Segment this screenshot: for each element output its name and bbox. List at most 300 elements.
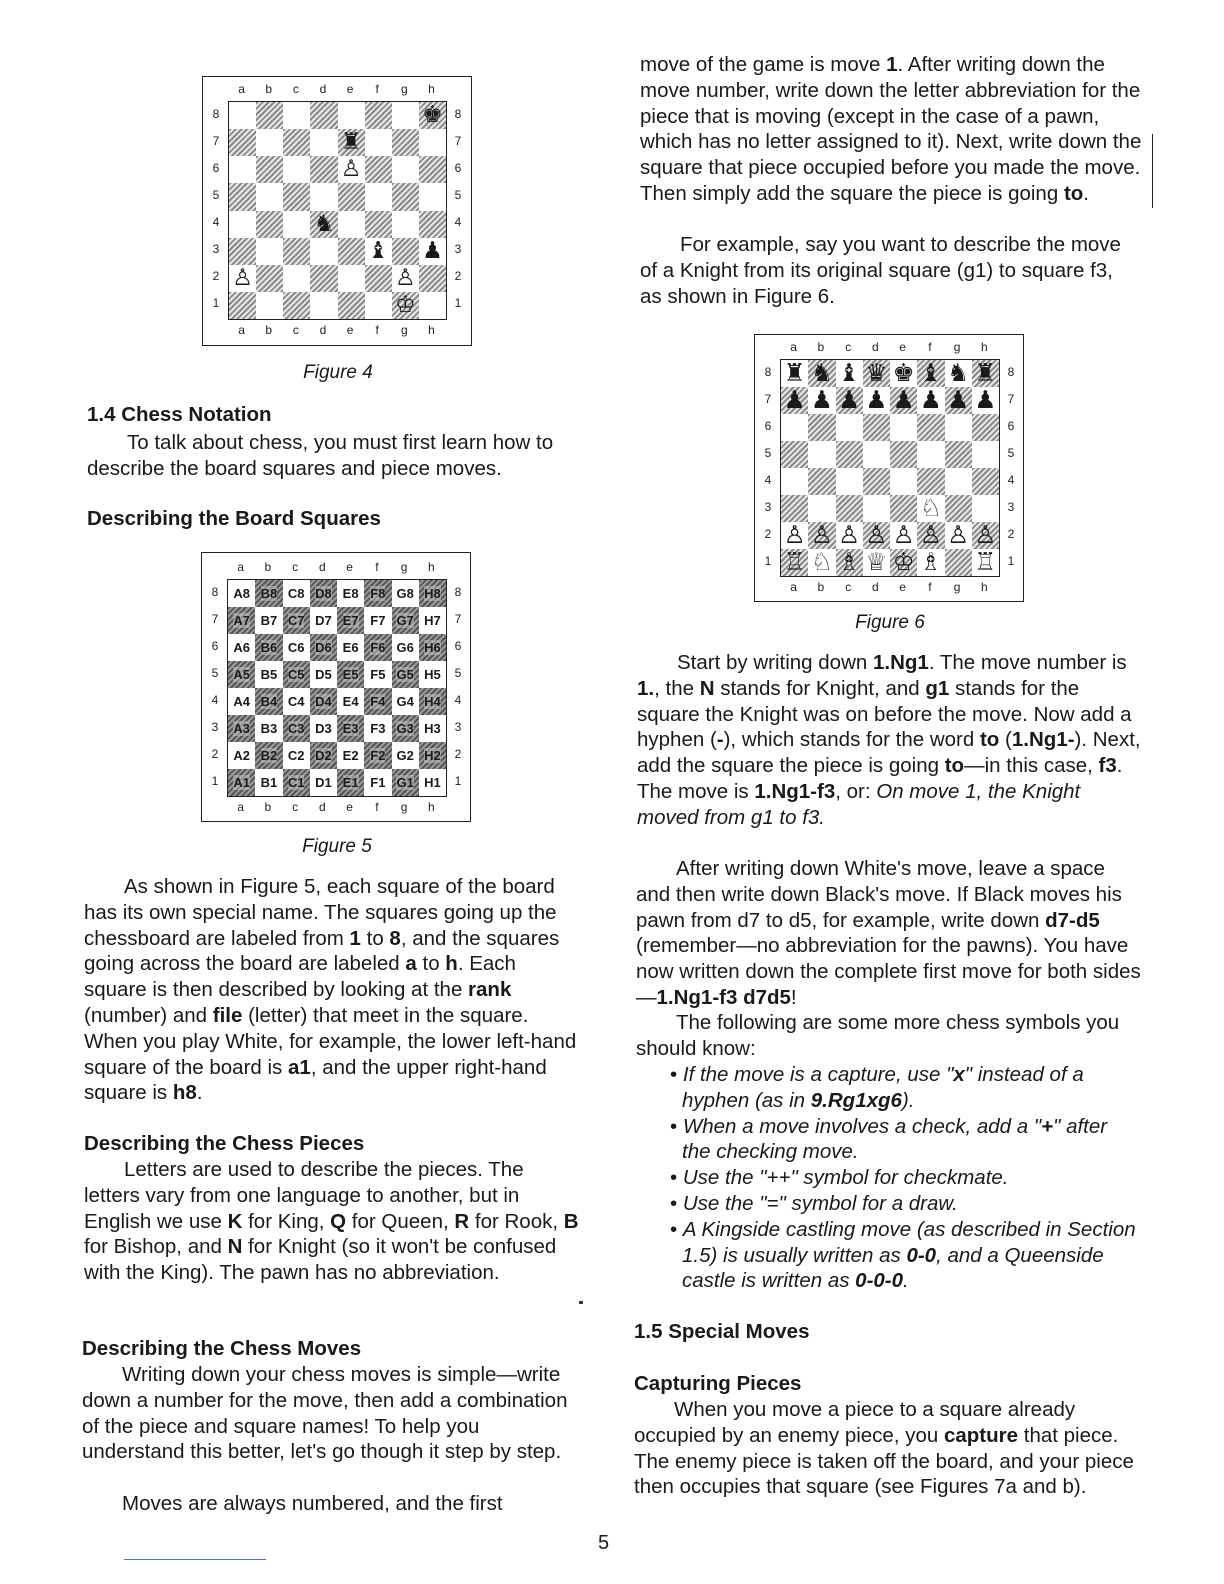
chess-piece: ♖ (783, 549, 806, 576)
square-name: A5 (233, 667, 250, 682)
square-name: A7 (233, 613, 250, 628)
square-name: C6 (287, 640, 305, 655)
board-square-g8 (945, 360, 972, 387)
square-name: A3 (233, 721, 250, 736)
board-square-d1 (310, 769, 337, 796)
square-name: F7 (370, 613, 386, 628)
square-name: E2 (342, 748, 359, 763)
board-square-e6 (890, 414, 917, 441)
board-square-d4 (310, 211, 337, 238)
square-name: E8 (342, 586, 359, 601)
emphasis: g1 (925, 676, 950, 700)
chess-piece: ♙ (892, 522, 915, 549)
chess-piece: ♕ (865, 549, 888, 576)
emphasis: to (979, 728, 1000, 752)
file-label-h: h (428, 800, 435, 814)
board-square-c6 (836, 414, 863, 441)
board-square-f2 (364, 742, 391, 769)
rank-label-6: 6 (212, 160, 220, 175)
chess-moves-paragraph-2: Moves are always numbered, and the first (122, 1492, 503, 1515)
board-square-c2 (836, 522, 863, 549)
board-square-g2 (392, 742, 419, 769)
rank-label-1: 1 (211, 773, 219, 788)
board-square-h6 (972, 414, 999, 441)
square-name: F1 (370, 775, 386, 790)
file-label-h: h (428, 560, 435, 574)
emphasis: - (716, 728, 724, 752)
board-square-f1 (364, 769, 391, 796)
text-run: for Queen, (346, 1209, 455, 1233)
rank-label-4: 4 (1007, 472, 1015, 487)
square-name: G4 (396, 694, 414, 709)
board-square-e1 (338, 292, 365, 319)
emphasis: On move 1, the Knight moved from g1 to f3. (637, 779, 1081, 829)
emphasis: h8 (172, 1081, 197, 1105)
board-square-g1 (945, 549, 972, 576)
square-name: B7 (260, 613, 278, 628)
text-run: Use the "=" symbol for a draw. (682, 1191, 958, 1215)
rank-label-5: 5 (1007, 445, 1015, 460)
square-name: D2 (315, 748, 332, 763)
square-name: F8 (370, 586, 386, 601)
chess-piece: ♘ (810, 549, 833, 576)
text-run: for Rook, (469, 1209, 564, 1233)
board-square-e5 (337, 661, 364, 688)
board-square-f6 (365, 156, 392, 183)
file-label-d: d (319, 82, 327, 96)
square-name: B5 (260, 667, 278, 682)
board-square-c3 (836, 495, 863, 522)
board-square-d5 (310, 661, 337, 688)
text-run: , and the squares going across the board are labeled (84, 926, 560, 976)
square-name: D8 (315, 586, 332, 601)
rank-label-2: 2 (212, 269, 220, 284)
square-name: B3 (260, 721, 278, 736)
symbol-list-item (636, 1114, 1141, 1166)
board-square-g7 (392, 607, 419, 634)
chess-piece: ♛ (865, 360, 888, 387)
board-square-h5 (419, 661, 446, 688)
board-square-g5 (392, 661, 419, 688)
bullet-mark: • (670, 1217, 683, 1241)
square-name: D4 (315, 694, 332, 709)
file-label-d: d (872, 580, 879, 594)
rank-label-4: 4 (211, 692, 219, 707)
board-square-f4 (917, 468, 944, 495)
square-name: D6 (315, 640, 332, 655)
emphasis: 8 (389, 926, 401, 950)
board-square-e8 (337, 580, 364, 607)
rank-label-5: 5 (211, 665, 219, 680)
board-square-e2 (890, 522, 917, 549)
square-name: D1 (315, 775, 332, 790)
chess-piece: ♟ (810, 387, 833, 414)
rank-label-4: 4 (212, 215, 220, 230)
board-square-a4 (228, 688, 255, 715)
board-square-h4 (419, 211, 446, 238)
board-square-c7 (836, 387, 863, 414)
rank-label-4: 4 (454, 215, 462, 230)
rank-label-7: 7 (1007, 391, 1015, 406)
square-name: A4 (233, 694, 250, 709)
board-square-h8 (419, 580, 446, 607)
board-square-c2 (283, 265, 310, 292)
right-paragraph-4 (636, 856, 1141, 1011)
chess-piece: ♟ (422, 237, 443, 264)
board-square-a1 (781, 549, 808, 576)
rank-label-3: 3 (764, 499, 772, 514)
text-run: , and the upper right-hand square is (84, 1055, 547, 1105)
square-name: C8 (287, 586, 305, 601)
board-square-d2 (310, 265, 337, 292)
figure-6-diagram (754, 334, 1024, 602)
chess-piece: ♙ (919, 522, 942, 549)
text-run: If the move is a capture, use " (682, 1063, 954, 1086)
emphasis: capture (943, 1423, 1019, 1447)
file-label-b: b (264, 560, 272, 574)
file-label-e: e (346, 560, 353, 574)
file-label-b: b (265, 82, 273, 96)
emphasis: 1 (886, 53, 898, 76)
board-square-d4 (310, 688, 337, 715)
rank-label-5: 5 (454, 665, 462, 680)
board-square-a3 (781, 495, 808, 522)
emphasis: 0-0-0 (855, 1269, 904, 1293)
board-square-f8 (917, 360, 944, 387)
board-square-h2 (419, 265, 446, 292)
chess-piece: ♝ (919, 360, 942, 387)
rank-label-7: 7 (211, 611, 219, 626)
board-square-e1 (337, 769, 364, 796)
text-run: to (360, 926, 390, 950)
board-square-b7 (255, 607, 282, 634)
text-run: " instead of a hyphen (as in (682, 1063, 1084, 1112)
text-run: stands for Knight, and (714, 676, 926, 700)
emphasis: 1.Ng1-f3 (754, 779, 836, 803)
file-label-a: a (238, 323, 245, 337)
chess-piece: ♞ (313, 210, 335, 237)
rank-label-8: 8 (211, 584, 219, 599)
board-square-b5 (255, 661, 282, 688)
square-name: D7 (315, 613, 332, 628)
board-square-e3 (338, 238, 365, 265)
board-square-a2 (781, 522, 808, 549)
board-square-f5 (365, 183, 392, 210)
board-square-h8 (972, 360, 999, 387)
rank-label-2: 2 (454, 746, 462, 761)
board-square-b8 (256, 102, 283, 129)
board-square-e7 (890, 387, 917, 414)
text-run: to (416, 952, 446, 976)
board-square-b3 (256, 238, 283, 265)
chess-piece: ♙ (974, 522, 997, 549)
chess-piece: ♟ (947, 387, 970, 414)
emphasis: d7-d5 (1045, 908, 1100, 932)
figure-5-diagram (201, 552, 471, 822)
board-square-b4 (256, 211, 283, 238)
board-square-e1 (890, 549, 917, 576)
chess-piece: ♔ (394, 291, 416, 318)
board-square-g5 (945, 441, 972, 468)
rank-label-1: 1 (212, 296, 220, 311)
board-square-g7 (945, 387, 972, 414)
emphasis: Q (330, 1209, 347, 1233)
board-square-a2 (229, 265, 256, 292)
board-square-a7 (228, 607, 255, 634)
board-square-d3 (310, 715, 337, 742)
square-name: H1 (424, 775, 441, 790)
text-run: , or: (835, 779, 877, 803)
section-1-4-intro: To talk about chess, you must first learn how to describe the board squares and piece moves. (87, 431, 554, 480)
square-name: C7 (287, 613, 305, 628)
file-label-h: h (428, 323, 435, 337)
text-run: " after the checking move. (682, 1114, 1108, 1164)
emphasis: to (944, 754, 965, 778)
rank-label-6: 6 (454, 160, 462, 175)
square-name: B1 (260, 775, 278, 790)
square-name: H4 (424, 694, 441, 709)
text-run: for Knight (so it won't be confused with the King). The pawn has no abbreviation. (84, 1235, 557, 1285)
rank-label-5: 5 (454, 187, 462, 202)
emphasis: 1 (349, 926, 361, 950)
board-square-c7 (283, 129, 310, 156)
board-square-f4 (364, 688, 391, 715)
text-run: When you move a piece to a square already occupied by an enemy piece, you (634, 1398, 1076, 1447)
emphasis: rank (468, 978, 512, 1002)
rank-label-8: 8 (454, 106, 462, 121)
rank-label-3: 3 (454, 719, 462, 734)
emphasis: 9.Rg1xg6 (810, 1088, 902, 1112)
board-square-h4 (419, 688, 446, 715)
square-name: C3 (287, 721, 305, 736)
board-square-h3 (419, 238, 446, 265)
symbol-list-item (636, 1191, 1141, 1217)
board-square-d7 (863, 387, 890, 414)
board-square-g1 (392, 292, 419, 319)
board-square-g6 (392, 156, 419, 183)
text-run: . (196, 1081, 203, 1105)
rank-label-1: 1 (454, 296, 462, 311)
board-square-a5 (228, 661, 255, 688)
symbols-list (636, 1062, 1141, 1294)
rank-label-3: 3 (211, 719, 219, 734)
file-label-e: e (346, 800, 353, 814)
board-square-e7 (338, 129, 365, 156)
board-square-c1 (283, 769, 310, 796)
board-square-d6 (863, 414, 890, 441)
board-square-d6 (310, 634, 337, 661)
board-square-e8 (890, 360, 917, 387)
rank-label-6: 6 (454, 638, 462, 653)
board-square-g4 (392, 688, 419, 715)
board-square-e2 (338, 265, 365, 292)
rank-label-4: 4 (764, 472, 772, 487)
board-square-d5 (863, 441, 890, 468)
figure-4-caption: Figure 4 (303, 362, 373, 383)
file-label-g: g (400, 82, 408, 96)
file-label-f: f (928, 580, 932, 594)
square-name: B4 (260, 694, 278, 709)
board-square-g7 (392, 129, 419, 156)
square-name: F3 (370, 721, 386, 736)
file-label-a: a (237, 800, 244, 814)
board-square-d8 (310, 102, 337, 129)
text-run: move of the game is move (640, 53, 887, 76)
rank-label-1: 1 (454, 773, 462, 788)
board-square-d4 (863, 468, 890, 495)
board-square-b5 (808, 441, 835, 468)
text-run: As shown in Figure 5, each square of the board has its own special name. The squares going up the chessboard are labeled from (84, 875, 557, 950)
board-square-c6 (283, 156, 310, 183)
board-square-g3 (945, 495, 972, 522)
file-label-b: b (817, 580, 825, 594)
board-square-h5 (972, 441, 999, 468)
capturing-paragraph (634, 1397, 1139, 1500)
file-label-c: c (292, 323, 299, 337)
rank-label-8: 8 (454, 584, 462, 599)
square-name: B2 (260, 748, 278, 763)
emphasis: B (563, 1209, 579, 1233)
square-name: G8 (396, 586, 414, 601)
board-square-g4 (945, 468, 972, 495)
emphasis: f3 (1098, 754, 1117, 778)
rank-label-6: 6 (211, 638, 219, 653)
board-square-d3 (310, 238, 337, 265)
page-number: 5 (598, 1532, 610, 1554)
board-square-f7 (917, 387, 944, 414)
board-square-a3 (229, 238, 256, 265)
board-square-g8 (392, 580, 419, 607)
board-square-c8 (836, 360, 863, 387)
chess-pieces-paragraph (84, 1157, 584, 1286)
board-square-e3 (890, 495, 917, 522)
board-square-c3 (283, 238, 310, 265)
file-label-a: a (238, 82, 245, 96)
chess-piece: ♔ (892, 549, 915, 576)
rank-label-3: 3 (1007, 499, 1015, 514)
file-label-e: e (346, 82, 354, 96)
figure-6-caption: Figure 6 (855, 612, 925, 633)
square-name: E6 (342, 640, 359, 655)
symbol-list-item (636, 1217, 1141, 1294)
board-square-a8 (229, 102, 256, 129)
board-square-c8 (283, 580, 310, 607)
bullet-mark: • (670, 1191, 683, 1215)
text-run: that piece. The enemy piece is taken off the board, and your piece then occupies that square (see Figures 7a and b). (634, 1423, 1134, 1499)
board-square-b4 (808, 468, 835, 495)
chess-piece: ♙ (865, 522, 888, 549)
board-square-f6 (364, 634, 391, 661)
board-squares-paragraph (84, 874, 584, 1106)
board-square-e4 (338, 211, 365, 238)
figure-4-diagram (202, 76, 472, 346)
board-square-c4 (283, 211, 310, 238)
square-name: A8 (233, 586, 250, 601)
text-run: . Each square is then described by looking at the (84, 952, 516, 1002)
square-name: G5 (396, 667, 414, 682)
file-label-d: d (872, 340, 879, 354)
chess-piece: ♗ (838, 549, 861, 576)
chess-piece: ♙ (232, 264, 253, 291)
file-label-e: e (899, 580, 906, 594)
board-square-g2 (392, 265, 419, 292)
board-square-h3 (972, 495, 999, 522)
board-square-h8 (419, 102, 446, 129)
board-square-b3 (808, 495, 835, 522)
file-label-g: g (400, 560, 408, 574)
file-label-g: g (400, 323, 408, 337)
emphasis: 0-0 (906, 1243, 937, 1267)
board-square-f7 (364, 607, 391, 634)
chess-piece: ♜ (783, 360, 806, 387)
emphasis: N (227, 1235, 243, 1259)
rank-label-5: 5 (764, 445, 772, 460)
board-square-b1 (256, 292, 283, 319)
symbol-list-item (636, 1165, 1141, 1191)
board-square-c4 (283, 688, 310, 715)
chess-piece: ♜ (340, 129, 362, 156)
file-label-b: b (264, 800, 272, 814)
text-run: for King, (242, 1209, 331, 1233)
square-name: G6 (396, 640, 414, 655)
section-1-4-heading: 1.4 Chess Notation (87, 403, 272, 426)
board-square-g8 (392, 102, 419, 129)
square-name: C1 (287, 775, 305, 790)
text-run: When a move involves a check, add a " (682, 1114, 1042, 1138)
chess-piece: ♟ (919, 387, 942, 414)
file-label-f: f (375, 82, 379, 96)
file-label-g: g (953, 340, 961, 354)
board-square-a7 (229, 129, 256, 156)
board-square-c8 (283, 102, 310, 129)
chess-piece: ♚ (422, 102, 443, 129)
board-square-d8 (863, 360, 890, 387)
rank-label-8: 8 (212, 106, 220, 121)
emphasis: 1. (637, 676, 655, 700)
file-label-d: d (319, 560, 326, 574)
board-square-b2 (255, 742, 282, 769)
file-label-b: b (265, 323, 273, 337)
text-run: ), which stands for the word (723, 728, 980, 752)
board-square-b8 (808, 360, 835, 387)
square-name: A2 (233, 748, 250, 763)
board-square-f6 (917, 414, 944, 441)
square-name: B6 (260, 640, 278, 655)
file-label-c: c (845, 580, 852, 594)
board-square-d5 (310, 183, 337, 210)
board-square-e6 (338, 156, 365, 183)
board-square-d1 (863, 549, 890, 576)
text-run: ). Next, add the square the piece is going (637, 728, 1141, 778)
emphasis: file (212, 1003, 243, 1027)
square-name: C4 (287, 694, 305, 709)
chess-piece: ♟ (838, 387, 861, 414)
board-square-f1 (917, 549, 944, 576)
chess-piece: ♟ (892, 387, 915, 414)
square-name: D5 (315, 667, 332, 682)
square-name: H3 (424, 721, 441, 736)
board-square-a1 (229, 292, 256, 319)
board-square-g4 (392, 211, 419, 238)
board-square-e6 (337, 634, 364, 661)
board-square-h7 (972, 387, 999, 414)
board-square-g2 (945, 522, 972, 549)
board-square-h6 (419, 156, 446, 183)
right-paragraph-5: The following are some more chess symbols you should know: (636, 1011, 1120, 1060)
figure-5-caption: Figure 5 (302, 836, 372, 857)
board-square-h4 (972, 468, 999, 495)
file-label-a: a (790, 580, 797, 594)
